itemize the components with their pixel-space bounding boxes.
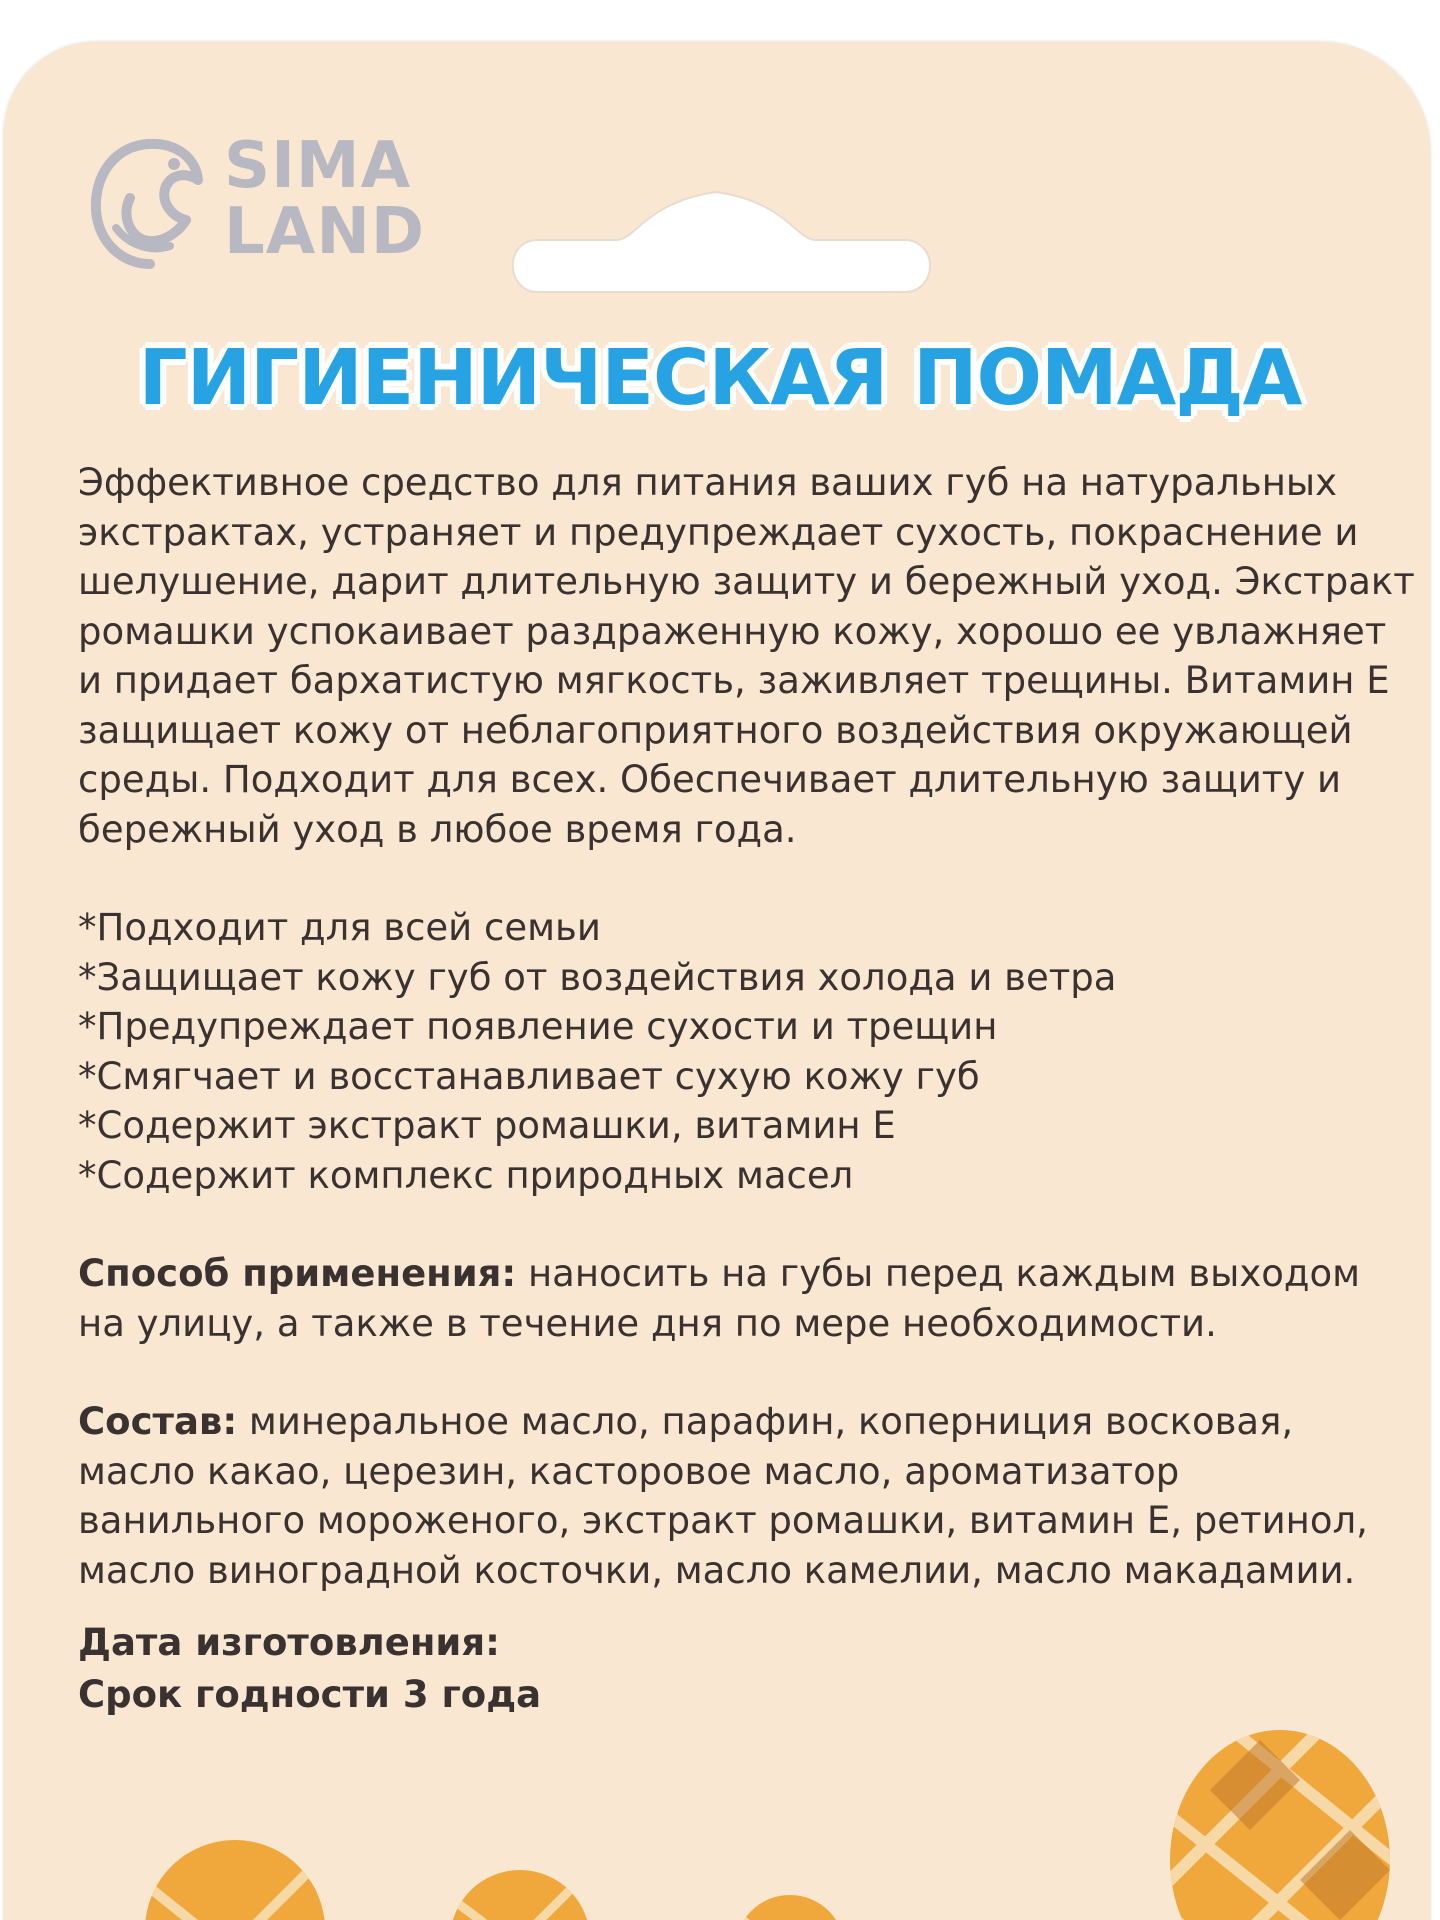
shelf-life: Срок годности 3 года <box>78 1673 542 1716</box>
benefit-item: *Смягчает и восстанавливает сухую кожу губ <box>78 1054 980 1098</box>
benefit-item: *Подходит для всей семьи <box>78 906 601 949</box>
description-text: Эффективное средство для питания ваших губ на натуральных экстрактах, устраняет и предупреждает сухость, покраснение и шелушение, дарит длительную защиту и бережный уход. Экстракт ромашки успокаивает раздраженную кожу, хорошо ее увлажняет и придает бархатистую мягкость, заживляет трещины. Витамин Е защищает кожу от неблагоприятного воздействия окружающей среды. Подходит для всех. Обеспечивает длительную защиту и бережный уход в любое время года. <box>78 461 1415 851</box>
brand-logo <box>86 124 425 274</box>
manufacture-date-label: Дата изготовления: <box>78 1621 500 1664</box>
benefit-item: *Защищает кожу губ от воздействия холода и ветра <box>78 955 1117 999</box>
product-description-block <box>78 458 1418 1721</box>
brand-name <box>224 129 425 269</box>
hang-slot <box>496 182 946 344</box>
ingredients-label: Состав: <box>78 1400 238 1443</box>
sima-land-bird-logo-icon <box>86 124 216 274</box>
product-title: ГИГИЕНИЧЕСКАЯ ПОМАДА <box>138 334 1302 423</box>
usage-text: наносить на губы перед каждым выходом на улицу, а также в течение дня по мере необходимости. <box>78 1252 1360 1345</box>
benefits-list <box>78 903 1418 1200</box>
brand-line-2: LAND <box>224 195 425 269</box>
usage-paragraph <box>78 1249 1418 1348</box>
brand-line-1: SIMA <box>224 129 412 203</box>
usage-label: Способ применения: <box>78 1252 517 1295</box>
benefit-item: *Содержит комплекс природных масел <box>78 1153 854 1197</box>
benefit-item: *Содержит экстракт ромашки, витамин Е <box>78 1104 896 1147</box>
benefit-item: *Предупреждает появление сухости и трещин <box>78 1005 998 1048</box>
ingredients-text: минеральное масло, парафин, коперниция восковая, масло какао, церезин, касторовое масло, ароматизатор ванильного мороженого, экстракт ромашки, витамин Е, ретинол, масло виноградной косточки, масло камелии, масло макадамии. <box>78 1400 1368 1592</box>
ingredients-paragraph <box>78 1397 1418 1595</box>
